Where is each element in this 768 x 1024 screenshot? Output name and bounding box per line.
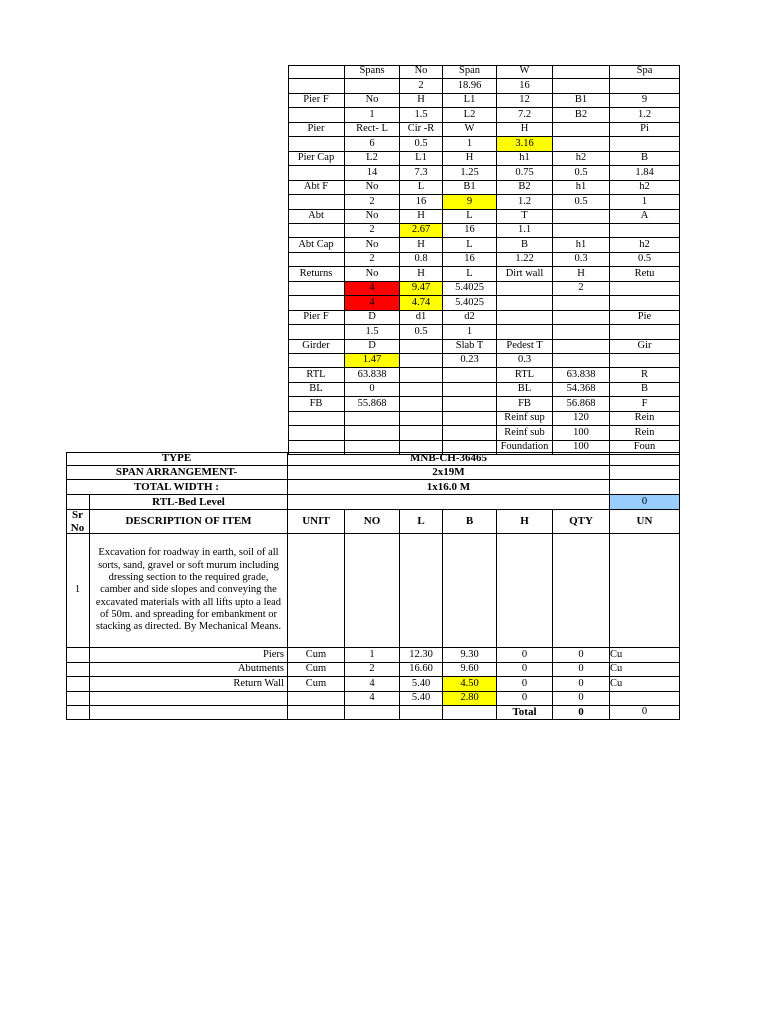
param-cell[interactable]: 1.5 — [400, 108, 443, 123]
param-cell[interactable]: 1.2 — [610, 108, 680, 123]
param-cell[interactable]: RTL — [497, 368, 553, 383]
param-cell[interactable]: Rein — [610, 426, 680, 441]
param-cell[interactable] — [345, 426, 400, 441]
param-cell[interactable]: B1 — [553, 94, 610, 108]
row-l[interactable]: 5.40 — [400, 677, 443, 692]
param-cell[interactable]: 1.22 — [497, 253, 553, 267]
param-cell[interactable]: h1 — [553, 238, 610, 253]
param-cell[interactable]: 4 — [345, 296, 400, 311]
param-cell[interactable] — [288, 79, 345, 94]
blank-cell[interactable] — [345, 534, 400, 648]
row-no[interactable]: 1 — [345, 648, 400, 663]
param-cell[interactable]: 18.96 — [443, 79, 497, 94]
param-cell[interactable]: FB — [288, 397, 345, 412]
param-cell[interactable]: 3.16 — [497, 137, 553, 152]
param-cell[interactable]: 1.5 — [345, 325, 400, 340]
blank-cell[interactable] — [66, 648, 90, 663]
param-cell[interactable] — [443, 412, 497, 426]
param-cell[interactable]: Reinf sup — [497, 412, 553, 426]
param-cell[interactable]: Gir — [610, 340, 680, 354]
param-cell[interactable]: 1.84 — [610, 166, 680, 181]
param-cell[interactable]: 0.5 — [610, 253, 680, 267]
span-value[interactable]: 2x19M — [288, 466, 610, 480]
param-cell[interactable] — [497, 325, 553, 340]
param-cell[interactable]: W — [443, 123, 497, 137]
param-cell[interactable]: Abt Cap — [288, 238, 345, 253]
param-cell[interactable]: 120 — [553, 412, 610, 426]
param-cell[interactable]: 2 — [553, 282, 610, 296]
param-cell[interactable]: B2 — [553, 108, 610, 123]
type-value[interactable]: MNB-CH-36465 — [288, 452, 610, 466]
param-cell[interactable] — [443, 383, 497, 397]
rtl-value[interactable]: 0 — [610, 495, 680, 510]
param-cell[interactable]: No — [345, 94, 400, 108]
param-cell[interactable]: 16 — [443, 253, 497, 267]
param-cell[interactable]: No — [345, 267, 400, 282]
param-cell[interactable]: 5.4025 — [443, 282, 497, 296]
item-sr[interactable]: 1 — [66, 534, 90, 648]
param-cell[interactable]: Abt F — [288, 181, 345, 195]
param-cell[interactable]: 0.75 — [497, 166, 553, 181]
param-cell[interactable]: d1 — [400, 311, 443, 325]
param-cell[interactable]: 63.838 — [553, 368, 610, 383]
param-cell[interactable] — [400, 397, 443, 412]
param-cell[interactable] — [288, 195, 345, 210]
param-cell[interactable]: L — [443, 210, 497, 224]
width-label[interactable]: TOTAL WIDTH : — [66, 480, 288, 495]
unit-header[interactable]: UNIT — [288, 510, 345, 534]
param-cell[interactable] — [288, 426, 345, 441]
row-l[interactable]: 5.40 — [400, 692, 443, 706]
param-cell[interactable]: 4.74 — [400, 296, 443, 311]
param-cell[interactable]: H — [443, 152, 497, 166]
param-cell[interactable] — [400, 426, 443, 441]
param-cell[interactable] — [497, 282, 553, 296]
row-qty[interactable]: 0 — [553, 663, 610, 677]
param-cell[interactable]: R — [610, 368, 680, 383]
param-cell[interactable] — [553, 123, 610, 137]
param-cell[interactable]: 2 — [345, 253, 400, 267]
param-cell[interactable]: H — [400, 267, 443, 282]
param-cell[interactable]: 0.3 — [553, 253, 610, 267]
param-cell[interactable]: 1 — [443, 137, 497, 152]
blank-cell[interactable] — [66, 706, 90, 720]
param-cell[interactable]: d2 — [443, 311, 497, 325]
item-description[interactable]: Excavation for roadway in earth, soil of all sorts, sand, gravel or soft murum including dressing section to the required grade, camber and side slopes and conveying the excavated materials with all lifts upto a lead of 50m. and spreading for embankment or stacking as directed. By Mechanical Means. — [90, 534, 288, 648]
param-cell[interactable] — [610, 224, 680, 238]
param-cell[interactable] — [288, 296, 345, 311]
param-cell[interactable]: 56.868 — [553, 397, 610, 412]
param-cell[interactable]: 2 — [345, 195, 400, 210]
rtl-label[interactable]: RTL-Bed Level — [90, 495, 288, 510]
param-cell[interactable] — [610, 137, 680, 152]
param-cell[interactable] — [288, 224, 345, 238]
param-cell[interactable]: Abt — [288, 210, 345, 224]
param-cell[interactable]: L1 — [400, 152, 443, 166]
blank-cell[interactable] — [66, 692, 90, 706]
blank-cell[interactable] — [66, 495, 90, 510]
param-cell[interactable]: BL — [497, 383, 553, 397]
blank-cell[interactable] — [400, 706, 443, 720]
param-cell[interactable] — [288, 166, 345, 181]
param-cell[interactable]: 2.67 — [400, 224, 443, 238]
param-cell[interactable] — [610, 325, 680, 340]
param-cell[interactable]: Dirt wall — [497, 267, 553, 282]
param-cell[interactable]: Pi — [610, 123, 680, 137]
row-no[interactable]: 4 — [345, 677, 400, 692]
param-cell[interactable]: 55.868 — [345, 397, 400, 412]
row-qty[interactable]: 0 — [553, 648, 610, 663]
blank-cell[interactable] — [288, 534, 345, 648]
param-cell[interactable]: D — [345, 311, 400, 325]
param-cell[interactable] — [553, 224, 610, 238]
param-cell[interactable]: 1 — [610, 195, 680, 210]
param-cell[interactable]: BL — [288, 383, 345, 397]
row-label[interactable]: Piers — [90, 648, 288, 663]
param-cell[interactable]: H — [497, 123, 553, 137]
param-cell[interactable] — [610, 79, 680, 94]
param-cell[interactable] — [553, 79, 610, 94]
row-h[interactable]: 0 — [497, 663, 553, 677]
row-unit-right[interactable]: Cu — [610, 663, 680, 677]
param-cell[interactable]: 0.23 — [443, 354, 497, 368]
param-cell[interactable]: Foundation — [497, 441, 553, 455]
param-cell[interactable]: B — [610, 383, 680, 397]
qty-header[interactable]: QTY — [553, 510, 610, 534]
param-cell[interactable]: Girder — [288, 340, 345, 354]
param-cell[interactable]: h1 — [553, 181, 610, 195]
param-cell[interactable] — [553, 296, 610, 311]
param-cell[interactable]: h1 — [497, 152, 553, 166]
param-cell[interactable]: B — [497, 238, 553, 253]
type-label[interactable]: TYPE — [66, 452, 288, 466]
param-cell[interactable]: 0.5 — [400, 325, 443, 340]
param-cell[interactable]: 7.3 — [400, 166, 443, 181]
param-cell[interactable]: H — [553, 267, 610, 282]
param-cell[interactable]: Pier F — [288, 311, 345, 325]
blank-cell[interactable] — [443, 706, 497, 720]
param-cell[interactable] — [288, 325, 345, 340]
param-cell[interactable]: 6 — [345, 137, 400, 152]
param-cell[interactable]: Returns — [288, 267, 345, 282]
param-cell[interactable]: 16 — [400, 195, 443, 210]
row-h[interactable]: 0 — [497, 648, 553, 663]
param-cell[interactable] — [443, 368, 497, 383]
param-cell[interactable]: T — [497, 210, 553, 224]
row-l[interactable]: 16.60 — [400, 663, 443, 677]
param-cell[interactable]: 7.2 — [497, 108, 553, 123]
summary-blank[interactable] — [610, 452, 680, 466]
param-cell[interactable]: 14 — [345, 166, 400, 181]
row-unit[interactable] — [288, 692, 345, 706]
param-cell[interactable]: L — [443, 238, 497, 253]
summary-blank[interactable] — [610, 466, 680, 480]
row-b[interactable]: 9.60 — [443, 663, 497, 677]
param-cell[interactable]: No — [345, 238, 400, 253]
param-cell[interactable]: FB — [497, 397, 553, 412]
row-label[interactable]: Return Wall — [90, 677, 288, 692]
param-cell[interactable] — [288, 253, 345, 267]
param-cell[interactable]: Spans — [345, 65, 400, 79]
param-cell[interactable]: 100 — [553, 426, 610, 441]
param-cell[interactable]: Cir -R — [400, 123, 443, 137]
param-cell[interactable] — [400, 383, 443, 397]
param-cell[interactable]: 16 — [497, 79, 553, 94]
row-b[interactable]: 4.50 — [443, 677, 497, 692]
blank-cell[interactable] — [610, 534, 680, 648]
param-cell[interactable] — [400, 412, 443, 426]
width-value[interactable]: 1x16.0 M — [288, 480, 610, 495]
no-header[interactable]: NO — [345, 510, 400, 534]
row-b[interactable]: 9.30 — [443, 648, 497, 663]
param-cell[interactable]: Retu — [610, 267, 680, 282]
param-cell[interactable]: H — [400, 210, 443, 224]
row-h[interactable]: 0 — [497, 677, 553, 692]
blank-cell[interactable] — [553, 534, 610, 648]
param-cell[interactable]: H — [400, 238, 443, 253]
row-unit[interactable]: Cum — [288, 677, 345, 692]
param-cell[interactable]: No — [400, 65, 443, 79]
blank-cell[interactable] — [288, 495, 610, 510]
param-cell[interactable] — [610, 296, 680, 311]
param-cell[interactable]: 9 — [443, 195, 497, 210]
blank-cell[interactable] — [497, 534, 553, 648]
blank-cell[interactable] — [66, 677, 90, 692]
param-cell[interactable] — [288, 282, 345, 296]
param-cell[interactable]: 16 — [443, 224, 497, 238]
sr-header[interactable]: Sr No — [66, 510, 90, 534]
param-cell[interactable]: 0 — [345, 383, 400, 397]
param-cell[interactable]: H — [400, 94, 443, 108]
row-unit[interactable]: Cum — [288, 648, 345, 663]
row-label[interactable] — [90, 692, 288, 706]
param-cell[interactable]: Pier — [288, 123, 345, 137]
row-l[interactable]: 12.30 — [400, 648, 443, 663]
param-cell[interactable]: Span — [443, 65, 497, 79]
param-cell[interactable]: 9 — [610, 94, 680, 108]
row-unit-right[interactable]: Cu — [610, 677, 680, 692]
row-unit-right[interactable]: Cu — [610, 648, 680, 663]
param-cell[interactable]: W — [497, 65, 553, 79]
h-header[interactable]: H — [497, 510, 553, 534]
param-cell[interactable]: L — [443, 267, 497, 282]
row-h[interactable]: 0 — [497, 692, 553, 706]
param-cell[interactable] — [288, 354, 345, 368]
row-unit-right[interactable] — [610, 692, 680, 706]
param-cell[interactable] — [553, 340, 610, 354]
blank-cell[interactable] — [288, 706, 345, 720]
row-qty[interactable]: 0 — [553, 692, 610, 706]
param-cell[interactable] — [345, 79, 400, 94]
desc-header[interactable]: DESCRIPTION OF ITEM — [90, 510, 288, 534]
param-cell[interactable]: 1 — [345, 108, 400, 123]
param-cell[interactable] — [553, 354, 610, 368]
param-cell[interactable]: h2 — [553, 152, 610, 166]
param-cell[interactable]: No — [345, 181, 400, 195]
row-unit[interactable]: Cum — [288, 663, 345, 677]
param-cell[interactable]: D — [345, 340, 400, 354]
param-cell[interactable]: 5.4025 — [443, 296, 497, 311]
param-cell[interactable] — [497, 311, 553, 325]
param-cell[interactable] — [553, 311, 610, 325]
param-cell[interactable]: 1.1 — [497, 224, 553, 238]
param-cell[interactable]: RTL — [288, 368, 345, 383]
param-cell[interactable]: L2 — [443, 108, 497, 123]
param-cell[interactable]: 9.47 — [400, 282, 443, 296]
l-header[interactable]: L — [400, 510, 443, 534]
param-cell[interactable] — [553, 325, 610, 340]
param-cell[interactable]: Foun — [610, 441, 680, 455]
param-cell[interactable] — [610, 354, 680, 368]
param-cell[interactable]: Pier F — [288, 94, 345, 108]
param-cell[interactable]: 1.47 — [345, 354, 400, 368]
param-cell[interactable] — [400, 368, 443, 383]
blank-cell[interactable] — [345, 706, 400, 720]
param-cell[interactable]: h2 — [610, 238, 680, 253]
total-label[interactable]: Total — [497, 706, 553, 720]
param-cell[interactable]: 54.368 — [553, 383, 610, 397]
param-cell[interactable]: B2 — [497, 181, 553, 195]
param-cell[interactable]: 100 — [553, 441, 610, 455]
param-cell[interactable]: Slab T — [443, 340, 497, 354]
param-cell[interactable]: B — [610, 152, 680, 166]
param-cell[interactable]: 12 — [497, 94, 553, 108]
param-cell[interactable]: 1.25 — [443, 166, 497, 181]
param-cell[interactable] — [288, 412, 345, 426]
param-cell[interactable]: L — [400, 181, 443, 195]
unit-right-header[interactable]: UN — [610, 510, 680, 534]
row-b[interactable]: 2.80 — [443, 692, 497, 706]
row-no[interactable]: 2 — [345, 663, 400, 677]
span-label[interactable]: SPAN ARRANGEMENT- — [66, 466, 288, 480]
param-cell[interactable] — [288, 65, 345, 79]
param-cell[interactable]: 0.5 — [553, 195, 610, 210]
total-right[interactable]: 0 — [610, 706, 680, 720]
param-cell[interactable]: L1 — [443, 94, 497, 108]
summary-blank[interactable] — [610, 480, 680, 495]
param-cell[interactable] — [443, 397, 497, 412]
param-cell[interactable]: Pier Cap — [288, 152, 345, 166]
blank-cell[interactable] — [66, 663, 90, 677]
param-cell[interactable]: F — [610, 397, 680, 412]
blank-cell[interactable] — [400, 534, 443, 648]
param-cell[interactable]: Reinf sub — [497, 426, 553, 441]
row-qty[interactable]: 0 — [553, 677, 610, 692]
param-cell[interactable]: L2 — [345, 152, 400, 166]
param-cell[interactable]: 2 — [345, 224, 400, 238]
row-label[interactable]: Abutments — [90, 663, 288, 677]
param-cell[interactable] — [288, 137, 345, 152]
param-cell[interactable]: No — [345, 210, 400, 224]
param-cell[interactable] — [497, 296, 553, 311]
b-header[interactable]: B — [443, 510, 497, 534]
param-cell[interactable]: A — [610, 210, 680, 224]
param-cell[interactable]: 2 — [400, 79, 443, 94]
param-cell[interactable]: Pedest T — [497, 340, 553, 354]
param-cell[interactable]: 0.8 — [400, 253, 443, 267]
param-cell[interactable] — [400, 340, 443, 354]
param-cell[interactable] — [443, 426, 497, 441]
param-cell[interactable] — [553, 65, 610, 79]
blank-cell[interactable] — [443, 534, 497, 648]
param-cell[interactable]: 0.5 — [553, 166, 610, 181]
param-cell[interactable]: B1 — [443, 181, 497, 195]
param-cell[interactable]: 1.2 — [497, 195, 553, 210]
param-cell[interactable] — [288, 108, 345, 123]
param-cell[interactable]: 63.838 — [345, 368, 400, 383]
param-cell[interactable]: 4 — [345, 282, 400, 296]
param-cell[interactable]: Spa — [610, 65, 680, 79]
total-value[interactable]: 0 — [553, 706, 610, 720]
param-cell[interactable] — [610, 282, 680, 296]
param-cell[interactable]: h2 — [610, 181, 680, 195]
blank-cell[interactable] — [90, 706, 288, 720]
param-cell[interactable] — [553, 210, 610, 224]
param-cell[interactable] — [345, 412, 400, 426]
param-cell[interactable]: 0.5 — [400, 137, 443, 152]
param-cell[interactable]: Rein — [610, 412, 680, 426]
param-cell[interactable]: 0.3 — [497, 354, 553, 368]
param-cell[interactable] — [553, 137, 610, 152]
param-cell[interactable]: Pie — [610, 311, 680, 325]
param-cell[interactable]: 1 — [443, 325, 497, 340]
param-cell[interactable]: Rect- L — [345, 123, 400, 137]
row-no[interactable]: 4 — [345, 692, 400, 706]
param-cell[interactable] — [400, 354, 443, 368]
